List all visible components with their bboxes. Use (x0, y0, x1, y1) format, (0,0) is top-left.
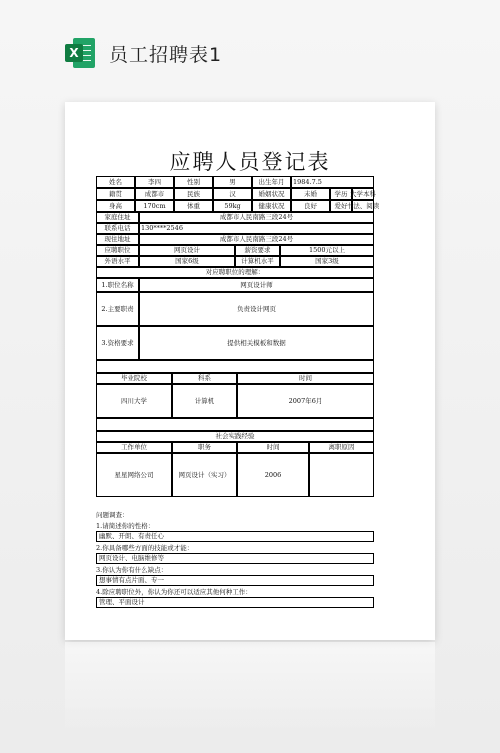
label-phone: 联系电话 (96, 223, 139, 234)
practice-company: 星星网络公司 (96, 453, 172, 497)
spacer-row-2 (96, 418, 374, 431)
survey-answer-1: 幽默、开朗、有责任心 (96, 531, 374, 542)
file-title: 员工招聘表1 (109, 43, 223, 66)
duty-value-1: 网页设计师 (139, 278, 374, 292)
survey-question-2: 2.你具备哪些方面的技能或才能： (96, 544, 194, 552)
value-phone: 130****2546 (139, 223, 374, 234)
understanding-title: 对应聘职位的理解： (96, 267, 374, 278)
practice-header-company: 工作单位 (96, 442, 172, 453)
value-health: 良好 (291, 200, 330, 212)
label-hobby: 爱好 (330, 200, 352, 212)
label-ethnic: 民族 (174, 188, 213, 200)
survey-answer-2: 网页设计、电脑维修等 (96, 553, 374, 564)
edu-header-school: 毕业院校 (96, 373, 172, 384)
label-birth: 出生年月 (252, 176, 291, 188)
duty-label-1: 1.职位名称 (96, 278, 139, 292)
edu-major: 计算机 (172, 384, 237, 418)
value-language: 国家6级 (139, 256, 235, 267)
edu-header-time: 时间 (237, 373, 374, 384)
label-current-address: 现住地址 (96, 234, 139, 245)
survey-title: 问题调查： (96, 511, 129, 519)
value-computer: 国家3级 (280, 256, 374, 267)
practice-header-time: 时间 (237, 442, 309, 453)
label-education: 学历 (330, 188, 352, 200)
label-language: 外语水平 (96, 256, 139, 267)
value-gender: 男 (213, 176, 252, 188)
spacer-row (96, 360, 374, 373)
duty-value-3: 提供相关模板和数据 (139, 326, 374, 360)
value-ethnic: 汉 (213, 188, 252, 200)
label-height: 身高 (96, 200, 135, 212)
label-position: 应聘职位 (96, 245, 139, 256)
value-current-address: 成都市人民南路三段24号 (139, 234, 374, 245)
survey-question-4: 4.除应聘职位外，你认为你还可以适应其他何种工作： (96, 588, 252, 596)
survey-answer-3: 想事情有点片面、专一 (96, 575, 374, 586)
label-health: 健康状况 (252, 200, 291, 212)
value-name: 李四 (135, 176, 174, 188)
label-home-address: 家庭住址 (96, 212, 139, 223)
value-native: 成都市 (135, 188, 174, 200)
practice-header-role: 职务 (172, 442, 237, 453)
value-hobby: 书法、阅读 (352, 200, 374, 212)
value-position: 网页设计 (139, 245, 235, 256)
value-height: 170cm (135, 200, 174, 212)
practice-title: 社会实践经验 (96, 431, 374, 442)
duty-label-2: 2.主要职责 (96, 292, 139, 326)
label-name: 姓名 (96, 176, 135, 188)
duty-value-2: 负责设计网页 (139, 292, 374, 326)
label-marital: 婚姻状况 (252, 188, 291, 200)
practice-role: 网页设计（实习） (172, 453, 237, 497)
document-header (65, 38, 222, 68)
value-marital: 未婚 (291, 188, 330, 200)
label-native: 籍贯 (96, 188, 135, 200)
label-gender: 性别 (174, 176, 213, 188)
value-education: 大学本科 (352, 188, 374, 200)
survey-question-1: 1.请简述你的性格： (96, 522, 155, 530)
edu-school: 四川大学 (96, 384, 172, 418)
practice-time: 2006 (237, 453, 309, 497)
practice-reason (309, 453, 374, 497)
value-birth: 1984.7.5 (291, 176, 374, 188)
excel-icon: X (65, 38, 95, 68)
form-title: 应聘人员登记表 (169, 150, 331, 174)
duty-label-3: 3.资格要求 (96, 326, 139, 360)
label-computer: 计算机水平 (235, 256, 280, 267)
value-weight: 59kg (213, 200, 252, 212)
edu-time: 2007年6月 (237, 384, 374, 418)
document-page (65, 102, 435, 640)
label-salary: 薪资要求 (235, 245, 280, 256)
survey-question-3: 3.你认为你有什么缺点： (96, 566, 168, 574)
value-salary: 1500元以上 (280, 245, 374, 256)
value-home-address: 成都市人民南路三段24号 (139, 212, 374, 223)
practice-header-reason: 离职原因 (309, 442, 374, 453)
survey-answer-4: 管理、平面设计 (96, 597, 374, 608)
edu-header-major: 科系 (172, 373, 237, 384)
label-weight: 体重 (174, 200, 213, 212)
page-reflection (65, 642, 435, 732)
